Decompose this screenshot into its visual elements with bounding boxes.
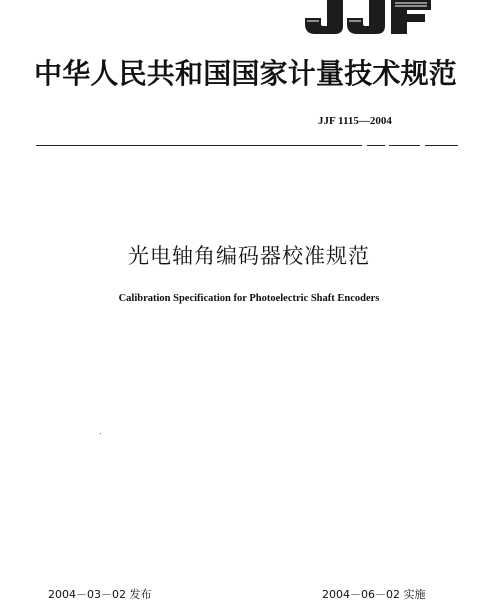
issue-date: 2004－03－02 发布: [48, 588, 152, 601]
print-speck: [100, 433, 101, 434]
header-divider: [36, 145, 458, 146]
divider-gap: [362, 144, 367, 148]
jjf-logo: [299, 0, 435, 36]
document-title: 光电轴角编码器校准规范: [128, 244, 370, 268]
issuer-title: 中华人民共和国国家计量技术规范: [34, 57, 458, 90]
document-title-english: Calibration Specification for Photoelectric Shaft Encoders: [118, 293, 380, 304]
jjf-logo-mark: [299, 0, 435, 36]
standard-code: JJF 1115—2004: [318, 115, 392, 127]
implementation-date: 2004－06－02 实施: [322, 588, 426, 601]
divider-gap: [385, 144, 389, 148]
divider-gap: [420, 144, 425, 148]
